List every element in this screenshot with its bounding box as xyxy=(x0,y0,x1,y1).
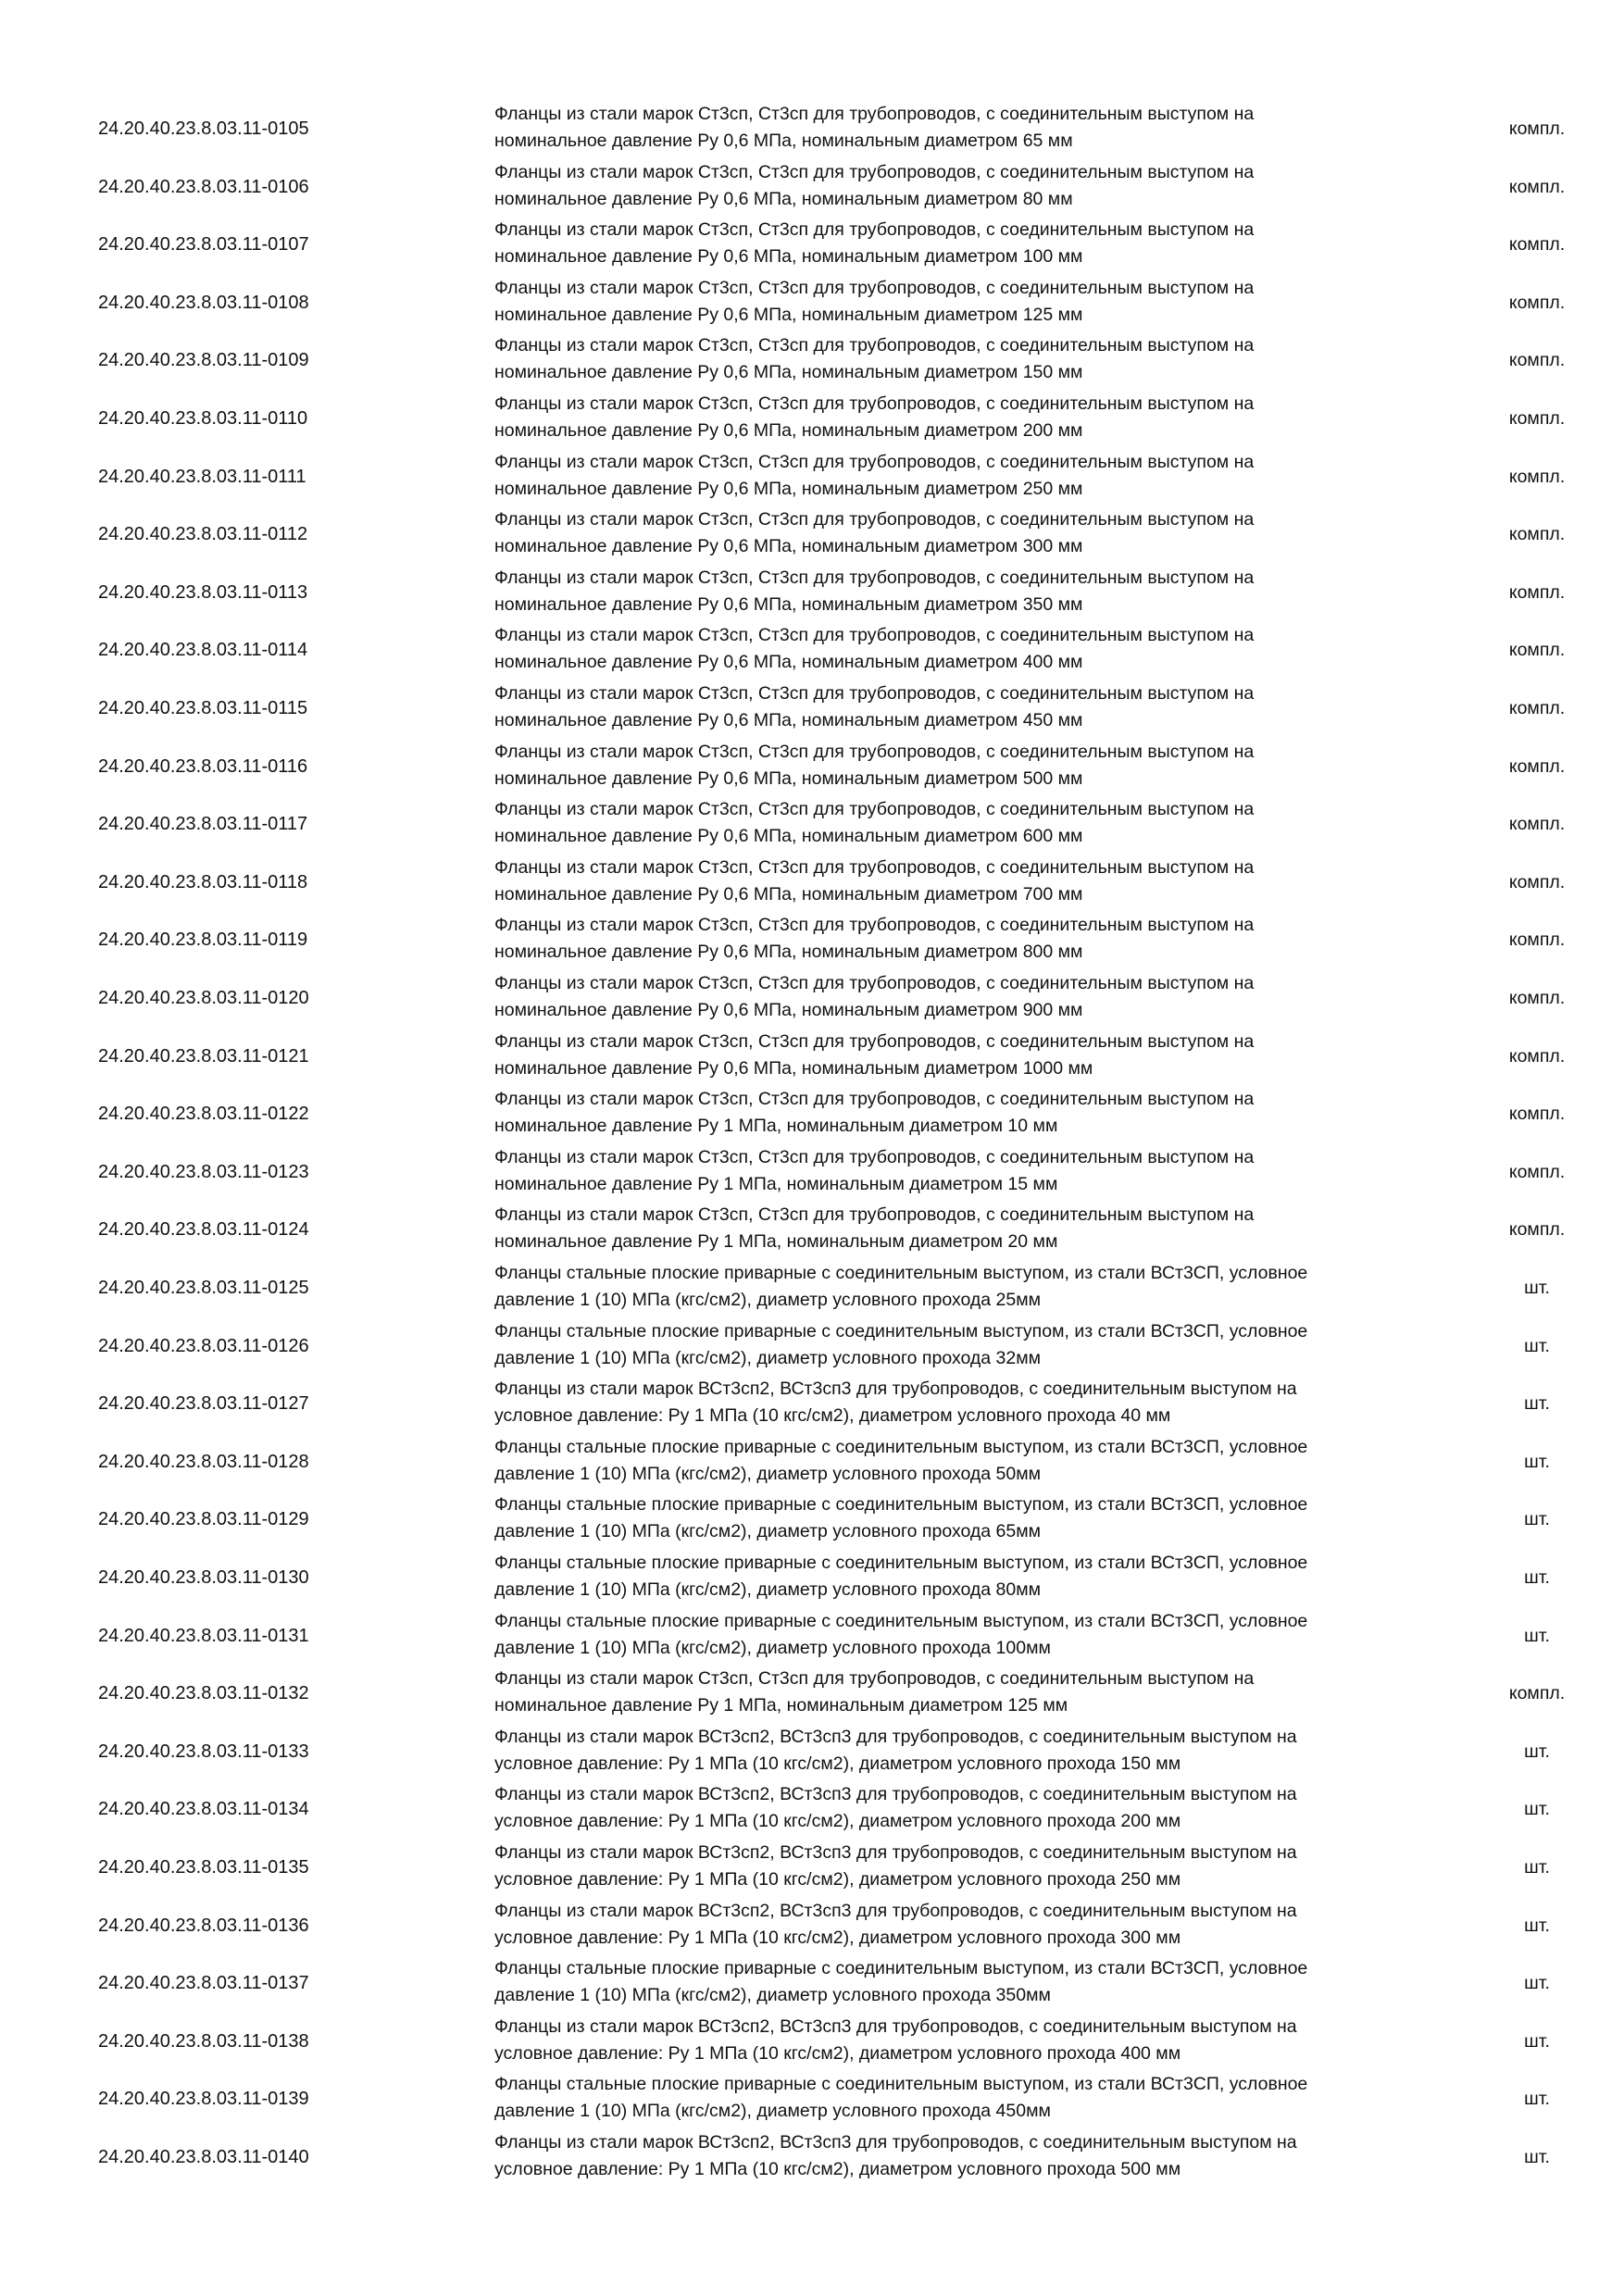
description-line-1: Фланцы из стали марок Ст3сп, Ст3сп для трубопроводов, с соединительным выступом на xyxy=(494,683,1255,704)
item-description xyxy=(494,506,1420,560)
item-code: 24.20.40.23.8.03.11-0132 xyxy=(98,1683,309,1703)
description-line-1: Фланцы из стали марок Ст3сп, Ст3сп для трубопроводов, с соединительным выступом на xyxy=(494,393,1255,414)
description-line-1: Фланцы из стали марок Ст3сп, Ст3сп для трубопроводов, с соединительным выступом на xyxy=(494,104,1255,124)
item-unit: компл. xyxy=(1508,1046,1566,1067)
description-line-1: Фланцы из стали марок ВСт3сп2, ВСт3сп3 для трубопроводов, с соединительным выступом на xyxy=(494,1784,1297,1804)
item-code: 24.20.40.23.8.03.11-0137 xyxy=(98,1973,309,1993)
item-unit: компл. xyxy=(1508,930,1566,950)
table-row xyxy=(0,1954,1624,2012)
table-row xyxy=(0,216,1624,273)
item-description xyxy=(494,1955,1420,2009)
description-line-1: Фланцы из стали марок ВСт3сп2, ВСт3сп3 для трубопроводов, с соединительным выступом на xyxy=(494,1901,1297,1921)
table-row xyxy=(0,911,1624,968)
item-unit: компл. xyxy=(1508,177,1566,197)
item-description xyxy=(494,1260,1420,1314)
item-description xyxy=(494,217,1420,270)
item-description xyxy=(494,912,1420,966)
description-line-2: номинальное давление Ру 0,6 МПа, номинальным диаметром 125 мм xyxy=(494,305,1083,325)
item-unit: шт. xyxy=(1524,1393,1550,1414)
item-code: 24.20.40.23.8.03.11-0116 xyxy=(98,756,308,777)
description-line-1: Фланцы из стали марок Ст3сп, Ст3сп для трубопроводов, с соединительным выступом на xyxy=(494,973,1255,993)
table-row xyxy=(0,1143,1624,1201)
item-code: 24.20.40.23.8.03.11-0136 xyxy=(98,1915,309,1936)
table-row xyxy=(0,505,1624,563)
description-line-1: Фланцы стальные плоские приварные с соединительным выступом, из стали ВСт3СП, условное xyxy=(494,1437,1308,1457)
description-line-2: номинальное давление Ру 0,6 МПа, номинальным диаметром 1000 мм xyxy=(494,1058,1093,1079)
item-code: 24.20.40.23.8.03.11-0117 xyxy=(98,814,308,834)
description-line-1: Фланцы из стали марок Ст3сп, Ст3сп для трубопроводов, с соединительным выступом на xyxy=(494,799,1255,819)
item-unit: компл. xyxy=(1508,1104,1566,1124)
description-line-1: Фланцы из стали марок Ст3сп, Ст3сп для трубопроводов, с соединительным выступом на xyxy=(494,915,1255,935)
item-description xyxy=(494,101,1420,155)
table-row xyxy=(0,1491,1624,1548)
table-row xyxy=(0,1549,1624,1606)
description-line-1: Фланцы стальные плоские приварные с соединительным выступом, из стали ВСт3СП, условное xyxy=(494,1611,1308,1631)
item-description xyxy=(494,2014,1420,2067)
description-line-1: Фланцы из стали марок Ст3сп, Ст3сп для трубопроводов, с соединительным выступом на xyxy=(494,509,1255,530)
description-line-2: давление 1 (10) МПа (кгс/см2), диаметр условного прохода 25мм xyxy=(494,1290,1042,1310)
description-line-2: номинальное давление Ру 0,6 МПа, номинальным диаметром 250 мм xyxy=(494,479,1083,499)
item-description xyxy=(494,1666,1420,1719)
description-line-1: Фланцы стальные плоские приварные с соединительным выступом, из стали ВСт3СП, условное xyxy=(494,2074,1308,2094)
description-line-2: давление 1 (10) МПа (кгс/см2), диаметр условного прохода 350мм xyxy=(494,1985,1051,2005)
description-line-2: условное давление: Ру 1 МПа (10 кгс/см2), диаметром условного прохода 250 мм xyxy=(494,1869,1181,1890)
item-code: 24.20.40.23.8.03.11-0128 xyxy=(98,1452,309,1472)
description-line-1: Фланцы стальные плоские приварные с соединительным выступом, из стали ВСт3СП, условное xyxy=(494,1553,1308,1573)
item-description xyxy=(494,1781,1420,1835)
description-line-2: номинальное давление Ру 0,6 МПа, номинальным диаметром 300 мм xyxy=(494,536,1083,556)
table-row xyxy=(0,1433,1624,1491)
item-description xyxy=(494,391,1420,444)
item-unit: шт. xyxy=(1524,2147,1550,2167)
item-unit: шт. xyxy=(1524,2031,1550,2052)
table-row xyxy=(0,1375,1624,1432)
item-description xyxy=(494,1318,1420,1372)
item-code: 24.20.40.23.8.03.11-0133 xyxy=(98,1741,309,1762)
table-row xyxy=(0,621,1624,679)
item-code: 24.20.40.23.8.03.11-0138 xyxy=(98,2031,309,2052)
description-line-1: Фланцы из стали марок Ст3сп, Ст3сп для трубопроводов, с соединительным выступом на xyxy=(494,1031,1255,1052)
item-unit: компл. xyxy=(1508,524,1566,544)
description-line-2: условное давление: Ру 1 МПа (10 кгс/см2), диаметром условного прохода 300 мм xyxy=(494,1928,1181,1948)
description-line-2: условное давление: Ру 1 МПа (10 кгс/см2), диаметром условного прохода 200 мм xyxy=(494,1811,1181,1831)
table-row xyxy=(0,969,1624,1027)
item-description xyxy=(494,1086,1420,1140)
description-line-2: номинальное давление Ру 0,6 МПа, номинальным диаметром 150 мм xyxy=(494,362,1083,382)
item-code: 24.20.40.23.8.03.11-0126 xyxy=(98,1336,309,1356)
item-description xyxy=(494,970,1420,1024)
description-line-2: номинальное давление Ру 0,6 МПа, номинальным диаметром 700 мм xyxy=(494,884,1083,905)
table-row xyxy=(0,564,1624,621)
description-line-2: номинальное давление Ру 1 МПа, номинальным диаметром 20 мм xyxy=(494,1231,1058,1252)
description-line-1: Фланцы стальные плоские приварные с соединительным выступом, из стали ВСт3СП, условное xyxy=(494,1958,1308,1978)
description-line-2: условное давление: Ру 1 МПа (10 кгс/см2), диаметром условного прохода 150 мм xyxy=(494,1753,1181,1774)
item-description xyxy=(494,739,1420,792)
item-description xyxy=(494,1840,1420,1893)
description-line-2: давление 1 (10) МПа (кгс/см2), диаметр условного прохода 100мм xyxy=(494,1638,1051,1658)
description-line-1: Фланцы из стали марок Ст3сп, Ст3сп для трубопроводов, с соединительным выступом на xyxy=(494,568,1255,588)
item-code: 24.20.40.23.8.03.11-0115 xyxy=(98,698,308,718)
description-line-2: давление 1 (10) МПа (кгс/см2), диаметр условного прохода 65мм xyxy=(494,1521,1042,1541)
item-unit: компл. xyxy=(1508,698,1566,718)
item-code: 24.20.40.23.8.03.11-0111 xyxy=(98,467,306,487)
item-unit: компл. xyxy=(1508,814,1566,834)
item-unit: шт. xyxy=(1524,1336,1550,1356)
item-unit: шт. xyxy=(1524,1626,1550,1646)
item-code: 24.20.40.23.8.03.11-0120 xyxy=(98,988,309,1008)
item-unit: шт. xyxy=(1524,1452,1550,1472)
table-row xyxy=(0,1897,1624,1954)
item-unit: шт. xyxy=(1524,1799,1550,1819)
item-description xyxy=(494,565,1420,618)
item-description xyxy=(494,2129,1420,2183)
description-line-2: условное давление: Ру 1 МПа (10 кгс/см2), диаметром условного прохода 400 мм xyxy=(494,2043,1181,2064)
item-unit: компл. xyxy=(1508,640,1566,660)
item-description xyxy=(494,1029,1420,1082)
description-line-1: Фланцы стальные плоские приварные с соединительным выступом, из стали ВСт3СП, условное xyxy=(494,1263,1308,1283)
item-description xyxy=(494,855,1420,908)
item-code: 24.20.40.23.8.03.11-0129 xyxy=(98,1509,309,1529)
table-row xyxy=(0,2070,1624,2128)
item-code: 24.20.40.23.8.03.11-0130 xyxy=(98,1567,309,1588)
description-line-1: Фланцы из стали марок ВСт3сп2, ВСт3сп3 для трубопроводов, с соединительным выступом на xyxy=(494,1842,1297,1863)
item-unit: шт. xyxy=(1524,1278,1550,1298)
item-description xyxy=(494,275,1420,329)
description-line-2: давление 1 (10) МПа (кгс/см2), диаметр условного прохода 80мм xyxy=(494,1579,1042,1600)
description-line-1: Фланцы из стали марок Ст3сп, Ст3сп для трубопроводов, с соединительным выступом на xyxy=(494,1089,1255,1109)
item-description xyxy=(494,1550,1420,1603)
description-line-2: номинальное давление Ру 1 МПа, номинальным диаметром 15 мм xyxy=(494,1174,1058,1194)
description-line-1: Фланцы из стали марок ВСт3сп2, ВСт3сп3 для трубопроводов, с соединительным выступом на xyxy=(494,1727,1297,1747)
description-line-1: Фланцы из стали марок Ст3сп, Ст3сп для трубопроводов, с соединительным выступом на xyxy=(494,452,1255,472)
description-line-2: давление 1 (10) МПа (кгс/см2), диаметр условного прохода 50мм xyxy=(494,1464,1042,1484)
item-code: 24.20.40.23.8.03.11-0119 xyxy=(98,930,308,950)
item-code: 24.20.40.23.8.03.11-0131 xyxy=(98,1626,309,1646)
table-row xyxy=(0,2013,1624,2070)
item-unit: компл. xyxy=(1508,1162,1566,1182)
item-description xyxy=(494,796,1420,850)
item-code: 24.20.40.23.8.03.11-0106 xyxy=(98,177,309,197)
item-code: 24.20.40.23.8.03.11-0139 xyxy=(98,2089,309,2109)
item-description xyxy=(494,2071,1420,2125)
description-line-2: номинальное давление Ру 0,6 МПа, номинальным диаметром 800 мм xyxy=(494,942,1083,962)
table-row xyxy=(0,795,1624,853)
description-line-1: Фланцы из стали марок ВСт3сп2, ВСт3сп3 для трубопроводов, с соединительным выступом на xyxy=(494,1379,1297,1399)
description-line-2: номинальное давление Ру 0,6 МПа, номинальным диаметром 80 мм xyxy=(494,189,1073,209)
table-row xyxy=(0,331,1624,389)
item-code: 24.20.40.23.8.03.11-0121 xyxy=(98,1046,309,1067)
item-code: 24.20.40.23.8.03.11-0108 xyxy=(98,293,309,313)
description-line-1: Фланцы из стали марок Ст3сп, Ст3сп для трубопроводов, с соединительным выступом на xyxy=(494,1668,1255,1689)
description-line-1: Фланцы из стали марок Ст3сп, Ст3сп для трубопроводов, с соединительным выступом на xyxy=(494,219,1255,240)
item-code: 24.20.40.23.8.03.11-0113 xyxy=(98,582,308,603)
item-unit: шт. xyxy=(1524,1509,1550,1529)
description-line-2: номинальное давление Ру 0,6 МПа, номинальным диаметром 450 мм xyxy=(494,710,1083,730)
table-row xyxy=(0,158,1624,216)
item-unit: шт. xyxy=(1524,1567,1550,1588)
table-row xyxy=(0,1317,1624,1375)
item-code: 24.20.40.23.8.03.11-0125 xyxy=(98,1278,309,1298)
description-line-2: номинальное давление Ру 0,6 МПа, номинальным диаметром 200 мм xyxy=(494,420,1083,441)
item-unit: компл. xyxy=(1508,234,1566,255)
item-code: 24.20.40.23.8.03.11-0109 xyxy=(98,350,309,370)
description-line-2: условное давление: Ру 1 МПа (10 кгс/см2), диаметром условного прохода 40 мм xyxy=(494,1405,1171,1426)
description-line-2: давление 1 (10) МПа (кгс/см2), диаметр условного прохода 450мм xyxy=(494,2101,1051,2121)
item-code: 24.20.40.23.8.03.11-0112 xyxy=(98,524,308,544)
item-unit: шт. xyxy=(1524,1915,1550,1936)
item-code: 24.20.40.23.8.03.11-0124 xyxy=(98,1219,309,1240)
description-line-1: Фланцы стальные плоские приварные с соединительным выступом, из стали ВСт3СП, условное xyxy=(494,1321,1308,1341)
item-code: 24.20.40.23.8.03.11-0114 xyxy=(98,640,308,660)
description-line-1: Фланцы из стали марок Ст3сп, Ст3сп для трубопроводов, с соединительным выступом на xyxy=(494,162,1255,182)
table-row xyxy=(0,448,1624,505)
description-line-2: номинальное давление Ру 0,6 МПа, номинальным диаметром 100 мм xyxy=(494,246,1083,267)
item-code: 24.20.40.23.8.03.11-0140 xyxy=(98,2147,309,2167)
description-line-1: Фланцы из стали марок Ст3сп, Ст3сп для трубопроводов, с соединительным выступом на xyxy=(494,625,1255,645)
description-line-1: Фланцы из стали марок Ст3сп, Ст3сп для трубопроводов, с соединительным выступом на xyxy=(494,742,1255,762)
description-line-2: номинальное давление Ру 1 МПа, номинальным диаметром 125 мм xyxy=(494,1695,1068,1716)
item-unit: компл. xyxy=(1508,350,1566,370)
item-code: 24.20.40.23.8.03.11-0122 xyxy=(98,1104,309,1124)
item-description xyxy=(494,622,1420,676)
description-line-1: Фланцы стальные плоские приварные с соединительным выступом, из стали ВСт3СП, условное xyxy=(494,1494,1308,1515)
description-line-2: номинальное давление Ру 0,6 МПа, номинальным диаметром 600 мм xyxy=(494,826,1083,846)
item-unit: компл. xyxy=(1508,988,1566,1008)
item-code: 24.20.40.23.8.03.11-0118 xyxy=(98,872,308,892)
description-line-1: Фланцы из стали марок Ст3сп, Ст3сп для трубопроводов, с соединительным выступом на xyxy=(494,335,1255,356)
description-line-1: Фланцы из стали марок Ст3сп, Ст3сп для трубопроводов, с соединительным выступом на xyxy=(494,278,1255,298)
item-unit: шт. xyxy=(1524,1857,1550,1878)
table-row xyxy=(0,2128,1624,2186)
description-line-2: номинальное давление Ру 1 МПа, номинальным диаметром 10 мм xyxy=(494,1116,1058,1136)
table-row xyxy=(0,1028,1624,1085)
item-description xyxy=(494,1202,1420,1255)
description-line-2: давление 1 (10) МПа (кгс/см2), диаметр условного прохода 32мм xyxy=(494,1348,1042,1368)
item-description xyxy=(494,159,1420,213)
description-line-2: номинальное давление Ру 0,6 МПа, номинальным диаметром 500 мм xyxy=(494,768,1083,789)
table-row xyxy=(0,680,1624,737)
table-row xyxy=(0,1259,1624,1316)
item-unit: компл. xyxy=(1508,119,1566,139)
item-code: 24.20.40.23.8.03.11-0107 xyxy=(98,234,309,255)
description-line-2: условное давление: Ру 1 МПа (10 кгс/см2), диаметром условного прохода 500 мм xyxy=(494,2159,1181,2179)
item-description xyxy=(494,1898,1420,1952)
table-row xyxy=(0,1607,1624,1665)
item-code: 24.20.40.23.8.03.11-0110 xyxy=(98,408,308,429)
item-description xyxy=(494,1144,1420,1198)
item-unit: компл. xyxy=(1508,1683,1566,1703)
item-description xyxy=(494,680,1420,734)
table-row xyxy=(0,1780,1624,1838)
item-unit: компл. xyxy=(1508,756,1566,777)
description-line-1: Фланцы из стали марок Ст3сп, Ст3сп для трубопроводов, с соединительным выступом на xyxy=(494,1147,1255,1167)
table-row xyxy=(0,390,1624,447)
item-unit: шт. xyxy=(1524,2089,1550,2109)
table-row xyxy=(0,1723,1624,1780)
description-line-2: номинальное давление Ру 0,6 МПа, номинальным диаметром 65 мм xyxy=(494,131,1073,151)
table-row xyxy=(0,274,1624,331)
item-unit: компл. xyxy=(1508,467,1566,487)
item-description xyxy=(494,1434,1420,1488)
item-code: 24.20.40.23.8.03.11-0134 xyxy=(98,1799,309,1819)
table-row xyxy=(0,854,1624,911)
item-description xyxy=(494,449,1420,503)
item-code: 24.20.40.23.8.03.11-0123 xyxy=(98,1162,309,1182)
description-line-2: номинальное давление Ру 0,6 МПа, номинальным диаметром 400 мм xyxy=(494,652,1083,672)
description-line-2: номинальное давление Ру 0,6 МПа, номинальным диаметром 350 мм xyxy=(494,594,1083,615)
description-line-2: номинальное давление Ру 0,6 МПа, номинальным диаметром 900 мм xyxy=(494,1000,1083,1020)
item-code: 24.20.40.23.8.03.11-0105 xyxy=(98,119,309,139)
item-unit: шт. xyxy=(1524,1973,1550,1993)
item-unit: компл. xyxy=(1508,1219,1566,1240)
description-line-1: Фланцы из стали марок ВСт3сп2, ВСт3сп3 для трубопроводов, с соединительным выступом на xyxy=(494,2016,1297,2037)
table-row xyxy=(0,100,1624,157)
table-row xyxy=(0,1201,1624,1258)
description-line-1: Фланцы из стали марок ВСт3сп2, ВСт3сп3 для трубопроводов, с соединительным выступом на xyxy=(494,2132,1297,2152)
item-description xyxy=(494,1491,1420,1545)
item-unit: компл. xyxy=(1508,872,1566,892)
table-row xyxy=(0,738,1624,795)
item-unit: компл. xyxy=(1508,293,1566,313)
item-description xyxy=(494,332,1420,386)
table-row xyxy=(0,1839,1624,1896)
item-unit: компл. xyxy=(1508,582,1566,603)
item-code: 24.20.40.23.8.03.11-0135 xyxy=(98,1857,309,1878)
item-unit: компл. xyxy=(1508,408,1566,429)
item-description xyxy=(494,1724,1420,1778)
item-code: 24.20.40.23.8.03.11-0127 xyxy=(98,1393,309,1414)
description-line-1: Фланцы из стали марок Ст3сп, Ст3сп для трубопроводов, с соединительным выступом на xyxy=(494,857,1255,878)
item-unit: шт. xyxy=(1524,1741,1550,1762)
table-row xyxy=(0,1665,1624,1722)
description-line-1: Фланцы из стали марок Ст3сп, Ст3сп для трубопроводов, с соединительным выступом на xyxy=(494,1204,1255,1225)
table-row xyxy=(0,1085,1624,1142)
item-description xyxy=(494,1608,1420,1662)
item-description xyxy=(494,1376,1420,1429)
